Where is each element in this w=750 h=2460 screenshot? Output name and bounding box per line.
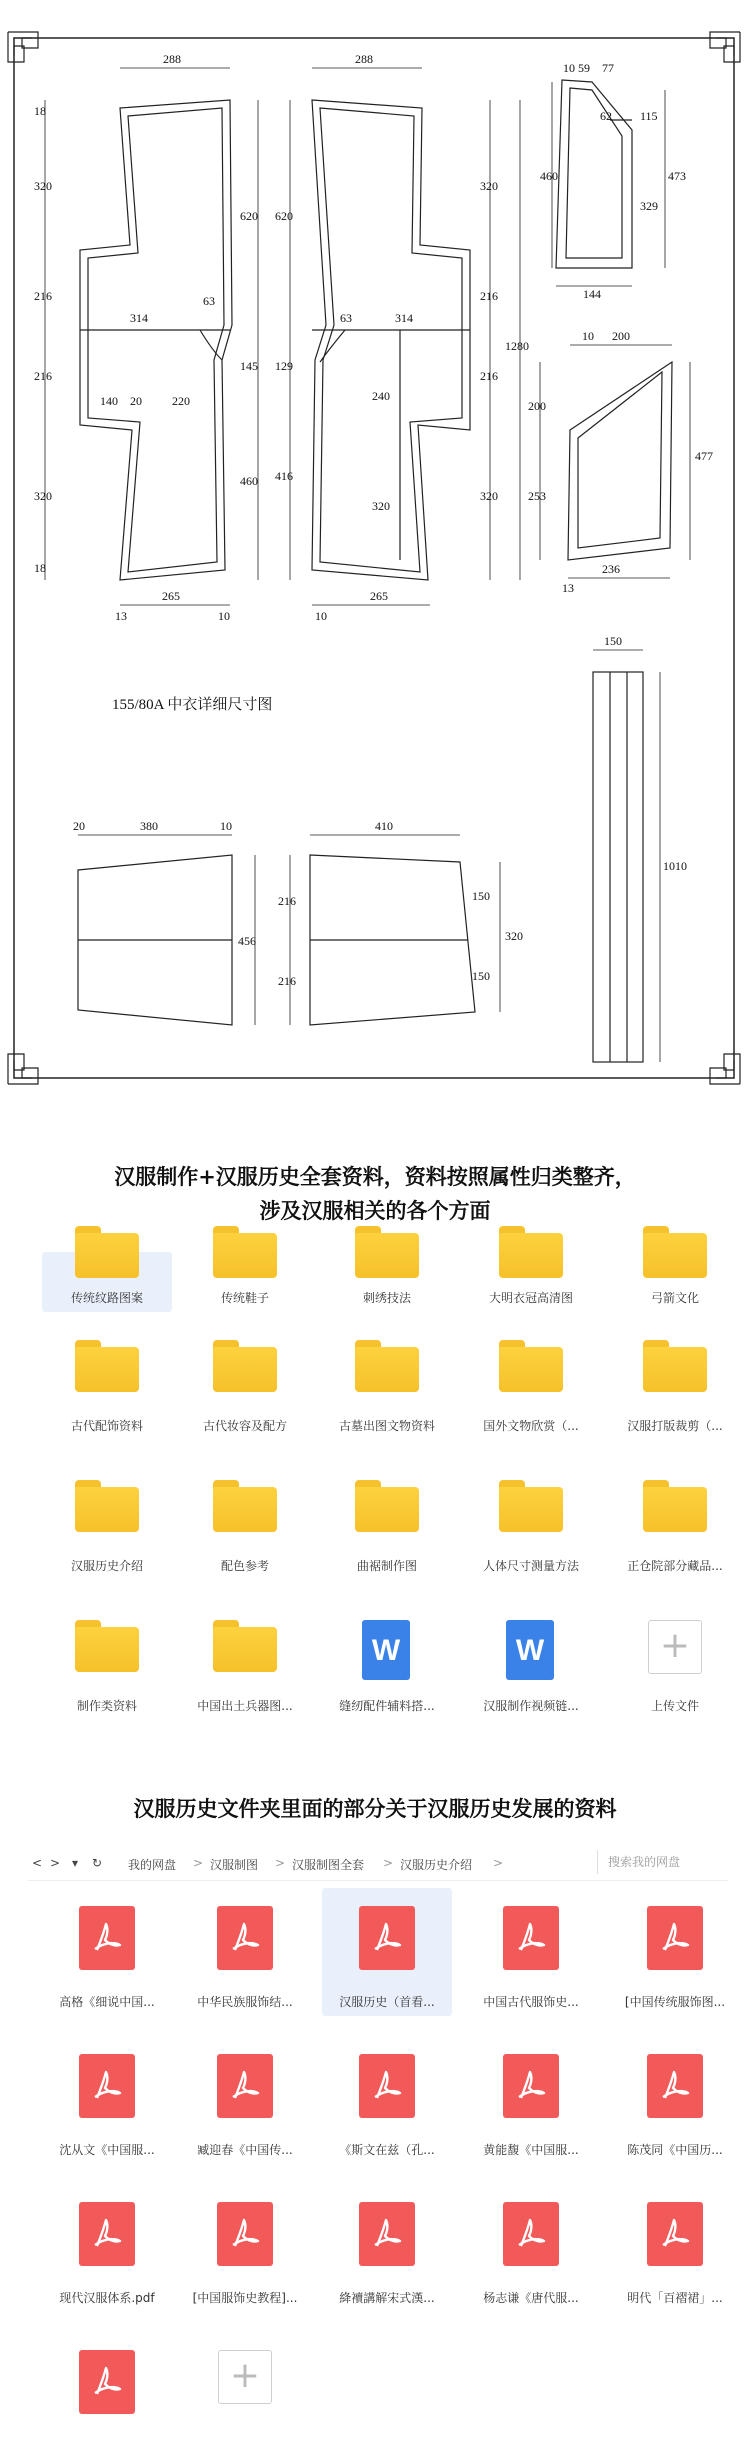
dim-label: 129 [275, 359, 293, 373]
dim-label: 150 [604, 634, 622, 648]
file-label: 上传文件 [650, 1699, 699, 1713]
skirt-right [310, 855, 475, 1025]
dim-label: 1280 [505, 339, 529, 353]
dim-label: 320 [480, 179, 498, 193]
file-label: 弓箭文化 [650, 1291, 699, 1305]
upload-tile[interactable] [180, 2332, 310, 2460]
dim-label: 18 [34, 104, 46, 118]
file-tile[interactable] [42, 1252, 172, 1312]
dim-label: 320 [372, 499, 390, 513]
file-tile[interactable] [42, 1452, 172, 1580]
folder-icon [499, 1226, 563, 1278]
corner-ornament-tr [710, 32, 740, 62]
file-tile[interactable] [466, 1452, 596, 1580]
dim-label: 314 [130, 311, 148, 325]
headline-1-line-2: 涉及汉服相关的各个方面 [259, 1198, 491, 1223]
file-label: 臧迎春《中国传... [197, 2143, 293, 2157]
corner-ornament-br [710, 1054, 740, 1084]
pdf-icon [647, 2202, 703, 2266]
file-tile[interactable] [180, 1592, 310, 1720]
file-tile[interactable] [42, 1312, 172, 1440]
file-tile[interactable] [610, 1452, 740, 1580]
file-label: 国外文物欣赏（... [483, 1419, 579, 1433]
folder-icon [75, 1226, 139, 1278]
dim-label: 320 [34, 179, 52, 193]
pdf-icon [79, 2350, 135, 2414]
headline-2 [0, 1792, 750, 1826]
dim-label: 10 [563, 61, 575, 75]
file-label: 陈茂同《中国历... [627, 2143, 723, 2157]
search-input[interactable]: 搜索我的网盘 [597, 1850, 728, 1874]
dim-label: 63 [340, 311, 352, 325]
file-label: 絳襩講解宋式漢... [339, 2291, 435, 2305]
dim-label: 288 [163, 52, 181, 66]
headline-1-line-1: 汉服制作+汉服历史全套资料，资料按照属性归类整齐， [114, 1164, 636, 1189]
dim-label: 620 [275, 209, 293, 223]
file-label: 古代妆容及配方 [202, 1419, 287, 1433]
file-tile[interactable] [610, 1888, 740, 2016]
file-tile[interactable] [610, 1312, 740, 1440]
dim-label: 460 [240, 474, 258, 488]
dim-label: 10 [220, 819, 232, 833]
pdf-icon [647, 2054, 703, 2118]
file-label: 中华民族服饰结... [197, 1995, 293, 2009]
dim-label: 410 [375, 819, 393, 833]
pdf-icon [647, 1906, 703, 1970]
corner-ornament-tl [8, 32, 38, 62]
file-tile[interactable] [466, 1888, 596, 2016]
pdf-icon [79, 2054, 135, 2118]
plus-icon: + [218, 2350, 272, 2404]
dim-label: 460 [540, 169, 558, 183]
folder-icon [213, 1620, 277, 1672]
file-label: [中国传统服饰图... [624, 1995, 726, 2009]
pdf-icon [359, 1906, 415, 1970]
file-tile[interactable] [180, 2184, 310, 2312]
folder-icon [643, 1226, 707, 1278]
word-doc-icon: W [362, 1620, 410, 1680]
file-tile[interactable] [42, 2184, 172, 2312]
pdf-icon [79, 2202, 135, 2266]
dim-label: 265 [370, 589, 388, 603]
file-tile[interactable] [466, 1312, 596, 1440]
dim-label: 314 [395, 311, 413, 325]
headline-2-line-1: 汉服历史文件夹里面的部分关于汉服历史发展的资料 [133, 1796, 617, 1821]
file-tile[interactable] [42, 1888, 172, 2016]
breadcrumb-bar [28, 1848, 728, 1881]
folder-icon [499, 1480, 563, 1532]
file-tile[interactable] [610, 2184, 740, 2312]
folder-icon [355, 1480, 419, 1532]
dim-label: 10 [218, 609, 230, 623]
file-label: 中国出土兵器图... [197, 1699, 293, 1713]
file-tile[interactable] [322, 2036, 452, 2164]
dim-label: 216 [34, 369, 52, 383]
folder-icon [213, 1480, 277, 1532]
front-panel [80, 100, 232, 580]
file-label: 沈从文《中国服... [59, 2143, 155, 2157]
file-label: 中国古代服饰史... [483, 1995, 579, 2009]
dim-label: 216 [480, 289, 498, 303]
file-tile[interactable] [42, 1592, 172, 1720]
history-dropdown-icon[interactable]: ▾ [72, 1856, 79, 1870]
dim-label: 20 [130, 394, 142, 408]
breadcrumb-item[interactable]: 我的网盘 [128, 1858, 177, 1872]
file-tile[interactable] [180, 1452, 310, 1580]
pdf-icon [79, 1906, 135, 1970]
dim-label: 265 [162, 589, 180, 603]
file-label: 汉服历史（首看... [339, 1995, 435, 2009]
file-tile[interactable] [322, 1312, 452, 1440]
file-label: 高格《细说中国... [59, 1995, 155, 2009]
folder-icon [499, 1340, 563, 1392]
dim-label: 63 [203, 294, 215, 308]
file-label: 古代配饰资料 [70, 1419, 143, 1433]
back-button[interactable]: < [32, 1856, 43, 1870]
file-label: 人体尺寸测量方法 [482, 1559, 579, 1573]
file-tile[interactable] [180, 2036, 310, 2164]
breadcrumb-separator: > [193, 1856, 204, 1870]
file-tile[interactable] [322, 1888, 452, 2016]
dim-label: 62 [600, 109, 612, 123]
dim-label: 10 [582, 329, 594, 343]
file-tile[interactable] [610, 2036, 740, 2164]
file-label: 现代汉服体系.pdf [59, 2291, 155, 2305]
file-tile[interactable] [466, 2184, 596, 2312]
pdf-icon [503, 1906, 559, 1970]
dim-label: 200 [528, 399, 546, 413]
file-tile[interactable] [322, 1252, 452, 1312]
refresh-icon[interactable]: ↻ [92, 1856, 103, 1870]
breadcrumb-item[interactable]: 汉服制图全套 [292, 1858, 365, 1872]
file-label: 传统鞋子 [220, 1291, 269, 1305]
file-label: 杨志谦《唐代服... [483, 2291, 579, 2305]
pdf-icon [503, 2054, 559, 2118]
pdf-icon [217, 2054, 273, 2118]
dim-label: 77 [602, 61, 614, 75]
waistband [593, 672, 643, 1062]
collar-piece [556, 80, 632, 268]
dim-label: 18 [34, 561, 46, 575]
dim-label: 320 [480, 489, 498, 503]
dim-label: 253 [528, 489, 546, 503]
file-label: 正仓院部分藏品... [627, 1559, 723, 1573]
file-label: [中国服饰史教程]... [192, 2291, 298, 2305]
file-label: 明代「百褶裙」... [627, 2291, 723, 2305]
pattern-svg [0, 0, 750, 1115]
dim-label: 150 [472, 969, 490, 983]
file-label: 刺绣技法 [362, 1291, 411, 1305]
file-label: 汉服打版裁剪（... [627, 1419, 723, 1433]
folder-icon [213, 1340, 277, 1392]
back-panel [312, 100, 470, 580]
file-label: 大明衣冠高清图 [488, 1291, 573, 1305]
pdf-icon [503, 2202, 559, 2266]
file-tile[interactable] [466, 2036, 596, 2164]
file-tile[interactable] [322, 1452, 452, 1580]
file-label: 黄能馥《中国服... [483, 2143, 579, 2157]
file-tile[interactable] [466, 1252, 596, 1312]
dim-label: 216 [34, 289, 52, 303]
dim-label: 620 [240, 209, 258, 223]
dim-label: 216 [278, 974, 296, 988]
corner-ornament-bl [8, 1054, 38, 1084]
file-tile[interactable] [180, 1888, 310, 2016]
dim-label: 456 [238, 934, 256, 948]
file-label: 缝纫配件辅料搭... [339, 1699, 435, 1713]
folder-icon [75, 1620, 139, 1672]
file-label: 传统纹路图案 [70, 1291, 143, 1305]
dim-label: 216 [278, 894, 296, 908]
breadcrumb-item[interactable]: 汉服历史介绍 [400, 1858, 473, 1872]
dim-label: 200 [612, 329, 630, 343]
folder-icon [213, 1226, 277, 1278]
dim-label: 20 [73, 819, 85, 833]
folder-icon [643, 1480, 707, 1532]
dim-label: 144 [583, 287, 601, 301]
folder-icon [355, 1340, 419, 1392]
folder-icon [75, 1480, 139, 1532]
breadcrumb-separator: > [275, 1856, 286, 1870]
pattern-caption: 155/80A 中衣详细尺寸图 [112, 697, 273, 713]
file-label: 古墓出图文物资料 [338, 1419, 435, 1433]
dim-label: 140 [100, 394, 118, 408]
file-tile[interactable] [42, 2036, 172, 2164]
file-tile[interactable] [180, 1312, 310, 1440]
plus-icon: + [648, 1620, 702, 1674]
file-label: 曲裾制作图 [356, 1559, 417, 1573]
dim-label: 10 [315, 609, 327, 623]
gusset-piece [568, 362, 672, 560]
upload-tile[interactable] [610, 1592, 740, 1720]
dim-label: 13 [562, 581, 574, 595]
file-label: 《斯文在兹（孔... [339, 2143, 435, 2157]
file-label: 汉服历史介绍 [70, 1559, 143, 1573]
headline-1 [0, 1160, 750, 1228]
dim-label: 13 [115, 609, 127, 623]
dim-label: 380 [140, 819, 158, 833]
dim-label: 288 [355, 52, 373, 66]
dim-label: 329 [640, 199, 658, 213]
folder-icon [75, 1340, 139, 1392]
file-label: 制作类资料 [76, 1699, 137, 1713]
dim-label: 320 [505, 929, 523, 943]
dim-label: 1010 [663, 859, 687, 873]
dim-label: 216 [480, 369, 498, 383]
word-doc-icon: W [506, 1620, 554, 1680]
pdf-icon [217, 1906, 273, 1970]
dim-label: 150 [472, 889, 490, 903]
dim-label: 145 [240, 359, 258, 373]
dim-label: 220 [172, 394, 190, 408]
folder-icon [643, 1340, 707, 1392]
file-label: 汉服制作视频链... [483, 1699, 579, 1713]
pdf-icon [359, 2202, 415, 2266]
dim-label: 477 [695, 449, 713, 463]
dim-label: 416 [275, 469, 293, 483]
file-tile[interactable] [610, 1252, 740, 1312]
skirt-left [78, 855, 232, 1025]
folder-icon [355, 1226, 419, 1278]
file-tile[interactable] [466, 1592, 596, 1720]
file-label: 配色参考 [220, 1559, 269, 1573]
file-tile[interactable] [322, 1592, 452, 1720]
pdf-icon [359, 2054, 415, 2118]
dim-label: 236 [602, 562, 620, 576]
breadcrumb-separator: > [383, 1856, 394, 1870]
dim-label: 59 [578, 61, 590, 75]
file-tile[interactable] [180, 1252, 310, 1312]
dim-label: 320 [34, 489, 52, 503]
dim-label: 115 [640, 109, 658, 123]
breadcrumb-item[interactable]: 汉服制图 [210, 1858, 259, 1872]
dim-label: 473 [668, 169, 686, 183]
breadcrumb-separator: > [493, 1856, 504, 1870]
forward-button[interactable]: > [50, 1856, 61, 1870]
dim-label: 240 [372, 389, 390, 403]
pattern-drawing [0, 0, 750, 1115]
file-tile[interactable] [322, 2184, 452, 2312]
pdf-icon [217, 2202, 273, 2266]
file-tile[interactable] [42, 2332, 172, 2460]
